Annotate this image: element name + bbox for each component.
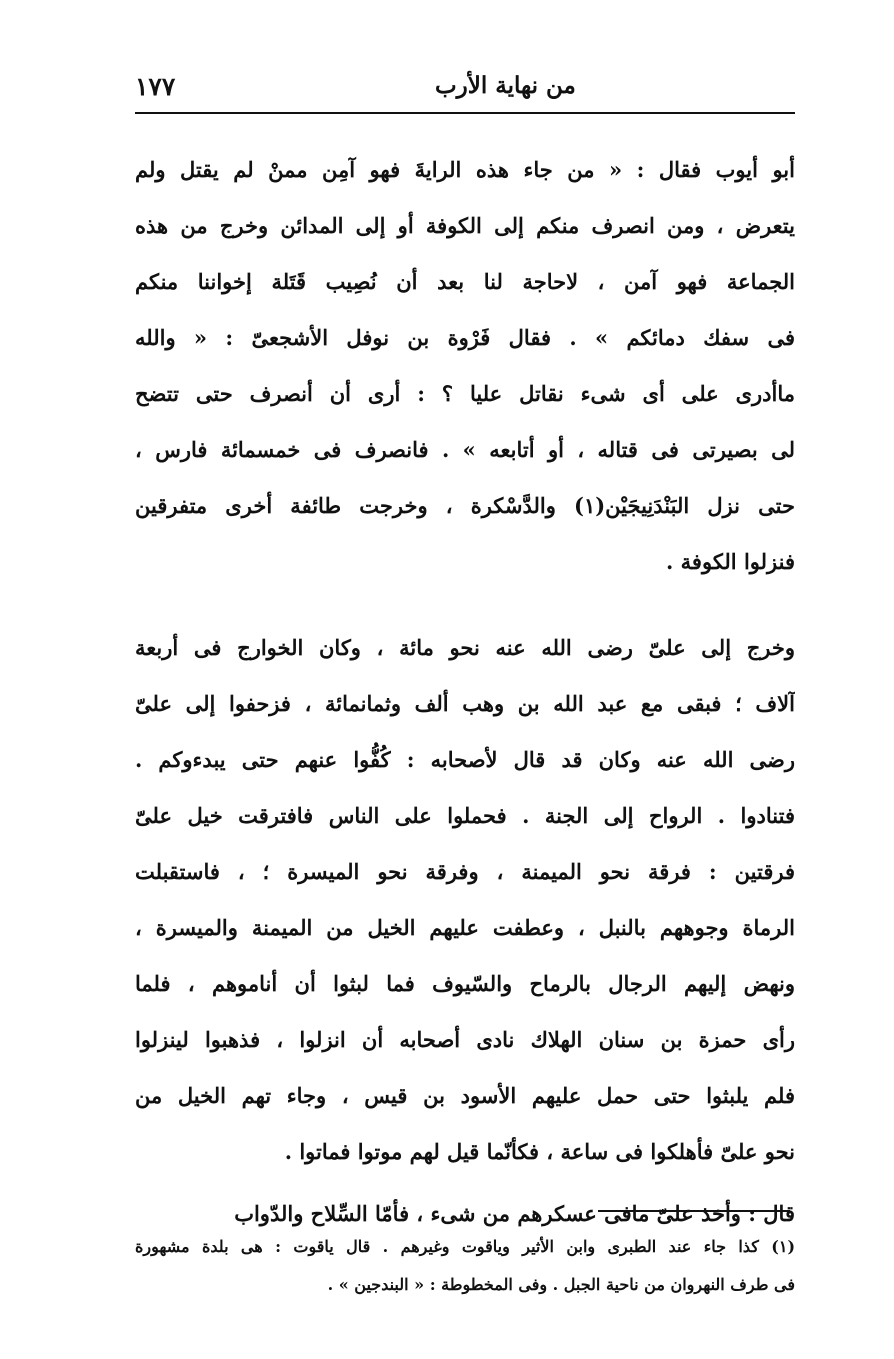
text-line: حتى نزل البَنْدَنِيجَيْن(١) والدَّسْكرة ، وخرجت طائفة أخرى متفرقين (135, 493, 795, 518)
header-rule (135, 112, 795, 114)
text-line: رأى حمزة بن سنان الهلاك نادى أصحابه أن انزلوا ، فذهبوا لينزلوا (135, 1027, 795, 1052)
page-number: ١٧٧ (135, 72, 176, 101)
paragraph (135, 142, 795, 590)
text-line: رضى الله عنه وكان قد قال لأصحابه : كُفُّوا عنهم حتى يبدءوكم . (135, 747, 795, 772)
text-line: الرماة وجوههم بالنبل ، وعطفت عليهم الخيل من الميمنة والميسرة ، (135, 915, 795, 940)
text-line: وخرج إلى علىّ رضى الله عنه نحو مائة ، وكان الخوارج فى أربعة (135, 635, 795, 660)
paragraph-gap (135, 590, 795, 620)
footnote-line: فى طرف النهروان من ناحية الجبل . وفى المخطوطة : « البندجين » . (327, 1275, 795, 1294)
text-line: أبو أيوب فقال : « من جاء هذه الرايةَ فهو آمِن ممنْ لم يقتل ولم (135, 157, 795, 182)
text-line: آلاف ؛ فبقى مع عبد الله بن وهب ألف وثمانمائة ، فزحفوا إلى علىّ (135, 691, 795, 716)
text-line: فى سفك دمائكم » . فقال فَرْوة بن نوفل الأشجعىّ : « والله (135, 325, 795, 350)
paragraph (135, 620, 795, 1180)
text-line: ماأدرى على أى شىء نقاتل عليا ؟ : أرى أن أنصرف حتى تتضح (135, 381, 795, 406)
text-line: ونهض إليهم الرجال بالرماح والسّيوف فما لبثوا أن أناموهم ، فلما (135, 971, 795, 996)
text-line: يتعرض ، ومن انصرف منكم إلى الكوفة أو إلى المدائن وخرج من هذه (135, 213, 795, 238)
running-title: من نهاية الأرب (435, 72, 576, 99)
page-header (135, 62, 795, 114)
text-line: فنزلوا الكوفة . (666, 549, 795, 574)
text-line: فلم يلبثوا حتى حمل عليهم الأسود بن قيس ، وجاء تهم الخيل من (135, 1083, 795, 1108)
footnotes (135, 1228, 795, 1304)
footnote-rule (598, 1210, 790, 1212)
footnote-line: (١) كذا جاء عند الطبرى وابن الأثير وياقوت وغيرهم . قال ياقوت : هى بلدة مشهورة (135, 1237, 795, 1256)
text-line: نحو علىّ فأهلكوا فى ساعة ، فكأنّما قيل لهم موتوا فماتوا . (284, 1139, 795, 1164)
text-line: لى بصيرتى فى قتاله ، أو أتابعه » . فانصرف فى خمسمائة فارس ، (135, 437, 795, 462)
body-text (135, 142, 795, 1242)
text-line: قال : وأخذ علىّ مافى عسكرهم من شىء ، فأمّا السِّلاح والدّواب (234, 1201, 795, 1226)
text-line: الجماعة فهو آمن ، لاحاجة لنا بعد أن نُصِيب قَتَلة إخواننا منكم (135, 269, 795, 294)
text-line: فرقتين : فرقة نحو الميمنة ، وفرقة نحو الميسرة ؛ ، فاستقبلت (135, 859, 795, 884)
text-line: فتنادوا . الرواح إلى الجنة . فحملوا على الناس فافترقت خيل علىّ (135, 803, 795, 828)
